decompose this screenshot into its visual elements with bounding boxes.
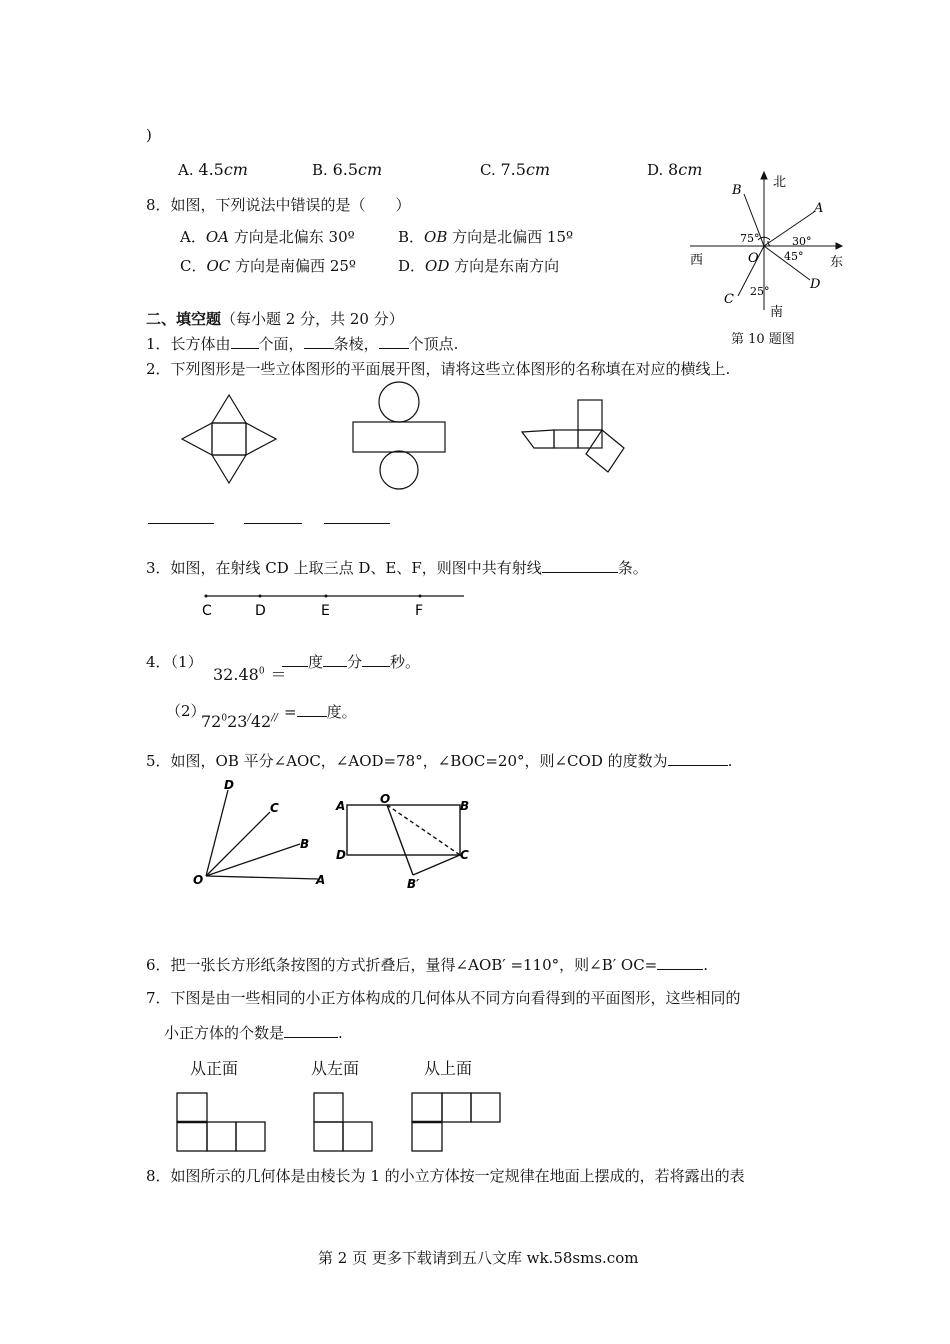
- fill-6: 6．把一张长方形纸条按图的方式折叠后，量得∠AOB′ =110°，则∠B′ OC= .: [146, 956, 709, 974]
- north-arrow: [761, 172, 767, 179]
- blank-sec: [362, 652, 390, 667]
- net-cylinder: [350, 382, 460, 492]
- view-left-label: 从左面: [311, 1059, 360, 1078]
- angle-75-label: 75°: [740, 232, 760, 245]
- fill-4-part1: $32.48^0$ ＝: [213, 665, 287, 684]
- blank-vertices: [379, 334, 409, 349]
- net-prism: [520, 396, 630, 478]
- fill-7-line2: 小正方体的个数是 .: [164, 1024, 343, 1042]
- blank-min: [323, 652, 347, 667]
- blank-faces: [231, 334, 259, 349]
- continued-paren: ): [146, 126, 152, 144]
- south-label: 南: [770, 305, 784, 320]
- fold-figure: [333, 792, 493, 891]
- east-arrow: [836, 243, 842, 249]
- point-b-label: B: [732, 183, 742, 198]
- q8-option-b: B．OB 方向是北偏西 15º: [398, 228, 574, 246]
- fill-4-part2: $72^023^/42^{//}$: [201, 712, 278, 731]
- angle-o-label: O: [193, 873, 204, 887]
- option-a: A. 4.5cm: [178, 160, 248, 179]
- fill-8: 8．如图所示的几何体是由棱长为 1 的小立方体按一定规律在地面上摆成的，若将露出的表: [146, 1167, 745, 1185]
- angle-c-label: C: [270, 801, 279, 815]
- point-c-label: C: [724, 292, 734, 307]
- fold-d-label: D: [336, 848, 346, 862]
- compass-caption: 第 10 题图: [731, 332, 795, 347]
- angle-a-label: A: [316, 873, 326, 887]
- blank-edges: [304, 334, 334, 349]
- fill-1: 1．长方体由 个面， 条棱， 个顶点.: [146, 335, 459, 353]
- compass-figure: [686, 170, 846, 340]
- view-top-label: 从上面: [424, 1059, 473, 1078]
- north-label: 北: [773, 175, 787, 190]
- east-label: 东: [830, 255, 844, 270]
- point-e: E: [321, 603, 330, 619]
- fold-bp-label: B′: [407, 877, 420, 891]
- angle-d-label: D: [224, 778, 234, 792]
- fold-c-label: C: [460, 848, 469, 862]
- origin-label: O: [748, 251, 759, 266]
- left-view: [313, 1092, 375, 1154]
- ray-figure: [198, 588, 468, 620]
- point-d-label: D: [810, 277, 821, 292]
- angle-30-label: 30°: [792, 235, 812, 248]
- blank-bpoc: [657, 955, 703, 970]
- blank-cod: [668, 751, 728, 766]
- blank-degrees: [297, 702, 327, 717]
- fill-4-answer1: 度 分 秒。: [282, 651, 420, 672]
- fill-7-line1: 7．下图是由一些相同的小正方体构成的几何体从不同方向看得到的平面图形，这些相同的: [146, 989, 741, 1007]
- blank-deg: [282, 652, 308, 667]
- net-answer-3[interactable]: [324, 509, 390, 524]
- net-answer-2[interactable]: [244, 509, 302, 524]
- fill-3: 3．如图，在射线 CD 上取三点 D、E、F，则图中共有射线 条。: [146, 559, 648, 577]
- blank-rays: [542, 558, 618, 573]
- fill-4-label: 4．（1）: [146, 653, 203, 671]
- fold-a-label: A: [336, 799, 346, 813]
- net-pyramid: [180, 383, 300, 491]
- fill-2: 2．下列图形是一些立体图形的平面展开图，请将这些立体图形的名称填在对应的横线上.: [146, 360, 731, 378]
- point-d: D: [255, 603, 266, 619]
- section-2-heading: 二、填空题（每小题 2 分，共 20 分）: [146, 310, 404, 328]
- option-d: D. 8cm: [647, 160, 703, 179]
- fold-o-label: O: [380, 792, 391, 806]
- blank-cube-count: [284, 1023, 338, 1038]
- west-label: 西: [690, 253, 704, 268]
- option-b: B. 6.5cm: [312, 160, 383, 179]
- front-view: [176, 1092, 268, 1154]
- angle-figure: [188, 776, 338, 888]
- page-footer: 第 2 页 更多下载请到五八文库 wk.58sms.com: [318, 1249, 639, 1267]
- angle-b-label: B: [300, 837, 310, 851]
- fill-4-label-2: （2）: [166, 702, 206, 720]
- view-front-label: 从正面: [190, 1059, 239, 1078]
- fill-5: 5．如图，OB 平分∠AOC，∠AOD=78°，∠BOC=20°，则∠COD 的度数为 .: [146, 752, 733, 770]
- option-c: C. 7.5cm: [480, 160, 551, 179]
- q8-stem: 8．如图，下列说法中错误的是（ ）: [146, 196, 411, 214]
- point-f: F: [415, 603, 424, 619]
- q8-option-c: C．OC 方向是南偏西 25º: [180, 257, 356, 275]
- q8-option-d: D．OD 方向是东南方向: [398, 257, 560, 275]
- fold-b-label: B: [460, 799, 470, 813]
- q8-option-a: A．OA 方向是北偏东 30º: [180, 228, 355, 246]
- angle-45-label: 45°: [784, 250, 804, 263]
- top-view: [411, 1092, 503, 1154]
- fill-4-answer2: = 度。: [284, 703, 357, 721]
- point-c: C: [202, 603, 212, 619]
- net-answer-1[interactable]: [148, 509, 214, 524]
- point-a-label: A: [814, 201, 824, 216]
- angle-25-label: 25°: [750, 285, 770, 298]
